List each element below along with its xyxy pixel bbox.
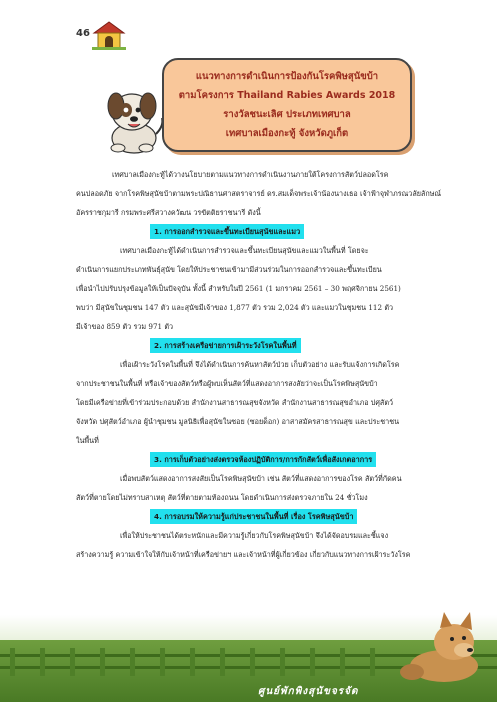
section-3-heading-row [76, 450, 450, 469]
section-1-heading-row [76, 222, 450, 241]
section-1-line-2: ดำเนินการแยกประเภทพันธุ์สุนัข โดยให้ประชาชนเข้ามามีส่วนร่วมในการออกสำรวจและขึ้นทะเบียน [76, 265, 382, 274]
title-line-1: แนวทางการดำเนินการป้องกันโรคพิษสุนัขบ้า [195, 71, 379, 82]
section-2-line-4: จังหวัด ปศุสัตว์อำเภอ ผู้นำชุมชน มูลนิธิเพื่อสุนัขในซอย (ซอยด็อก) อาสาสมัครสาธารณสุข และประชาชน [76, 417, 399, 426]
section-1-line-5: มีเจ้าของ 859 ตัว รวม 971 ตัว [76, 322, 174, 331]
section-1-heading: 1. การออกสำรวจและขึ้นทะเบียนสุนัขและแมว [150, 224, 304, 239]
section-2-line-2: จากประชาชนในพื้นที่ หรือเจ้าของสัตว์หรือผู้พบเห็นสัตว์ที่แสดงอาการสงสัยว่าจะเป็นโรคพิษสุนัขบ้า [76, 379, 378, 388]
section-4-line-1: เพื่อให้ประชาชนได้ตระหนักและมีความรู้เกี่ยวกับโรคพิษสุนัขบ้า จึงได้จัดอบรมและชี้แจง [120, 531, 389, 540]
page-number: 46 [76, 28, 90, 39]
document-body [76, 165, 450, 564]
title-line-4: เทศบาลเมืองกะทู้ จังหวัดภูเก็ต [225, 128, 349, 139]
section-3-line-1: เมื่อพบสัตว์แสดงอาการสงสัยเป็นโรคพิษสุนัขบ้า เช่น สัตว์ที่แสดงอาการของโรค สัตว์ที่กัดคน [120, 474, 402, 483]
cartoon-dog-illustration [104, 86, 166, 156]
section-2-heading: 2. การสร้างเครือข่ายการเฝ้าระวังโรคในพื้นที่ [150, 338, 301, 353]
title-line-3: รางวัลชนะเลิศ ประเภทเทศบาล [223, 109, 351, 120]
section-2-line-5: ในพื้นที่ [76, 436, 99, 445]
section-3-line-2: สัตว์ที่ตายโดยไม่ทราบสาเหตุ สัตว์ที่ตายตามท้องถนน โดยดำเนินการส่งตรวจภายใน 24 ชั่วโมง [76, 493, 368, 502]
section-4-line-2: สร้างความรู้ ความเข้าใจให้กับเจ้าหน้าที่เครือข่ายฯ และเจ้าหน้าที่ผู้เกี่ยวข้อง เกี่ยวกับแนวทางการเฝ้าระวังโรค [76, 550, 411, 559]
intro-line-2: คนปลอดภัย จากโรคพิษสุนัขบ้าตามพระปณิธานศาสตราจารย์ ดร.สมเด็จพระเจ้าน้องนางเธอ เจ้าฟ้าจุฬาภรณวลัยลักษณ์ [76, 189, 442, 198]
intro-line-3: อัครราชกุมารี กรมพระศรีสวางควัฒน วรขัตติยราชนารี ดังนี้ [76, 208, 261, 217]
section-2-line-1: เพื่อเฝ้าระวังโรคในพื้นที่ จึงได้ดำเนินการค้นหาสัตว์ป่วย เก็บตัวอย่าง และรับแจ้งการเกิดโรค [120, 360, 400, 369]
section-2-line-3: โดยมีเครือข่ายที่เข้าร่วมประกอบด้วย สำนักงานสาธารณสุขจังหวัด สำนักงานสาธารณสุขอำเภอ ปศุสัตว์ [76, 398, 394, 407]
intro-line-1: เทศบาลเมืองกะทู้ได้วางนโยบายตามแนวทางการดำเนินงานภายใต้โครงการสัตว์ปลอดโรค [112, 170, 389, 179]
doghouse-icon [92, 20, 126, 50]
section-1-line-1: เทศบาลเมืองกะทู้ได้ดำเนินการสำรวจและขึ้นทะเบียนสุนัขและแมวในพื้นที่ โดยจะ [120, 246, 369, 255]
section-1-line-3: เพื่อนำไปปรับปรุงข้อมูลให้เป็นปัจจุบัน ทั้งนี้ สำหรับในปี 2561 (1 มกราคม 2561 – 30 พฤศจิกายน 2561) [76, 284, 401, 293]
title-line-2: ตามโครงการ Thailand Rabies Awards 2018 [178, 90, 396, 101]
section-2-heading-row [76, 336, 450, 355]
footer-caption: ศูนย์พักพิงสุนัขจรจัด [258, 686, 359, 697]
section-4-heading: 4. การอบรมให้ความรู้แก่ประชาชนในพื้นที่ เรื่อง โรคพิษสุนัขบ้า [150, 509, 357, 524]
section-1-line-4: พบว่า มีสุนัขในชุมชน 147 ตัว และสุนัขมีเจ้าของ 1,877 ตัว รวม 2,024 ตัว และแมวในชุมชน 112 ตัว [76, 303, 394, 312]
section-3-heading: 3. การเก็บตัวอย่างส่งตรวจห้องปฏิบัติการ/การกักสัตว์เพื่อสังเกตอาการ [150, 452, 376, 467]
title-box [162, 58, 412, 152]
section-4-heading-row [76, 507, 450, 526]
dog-photo [392, 606, 492, 684]
